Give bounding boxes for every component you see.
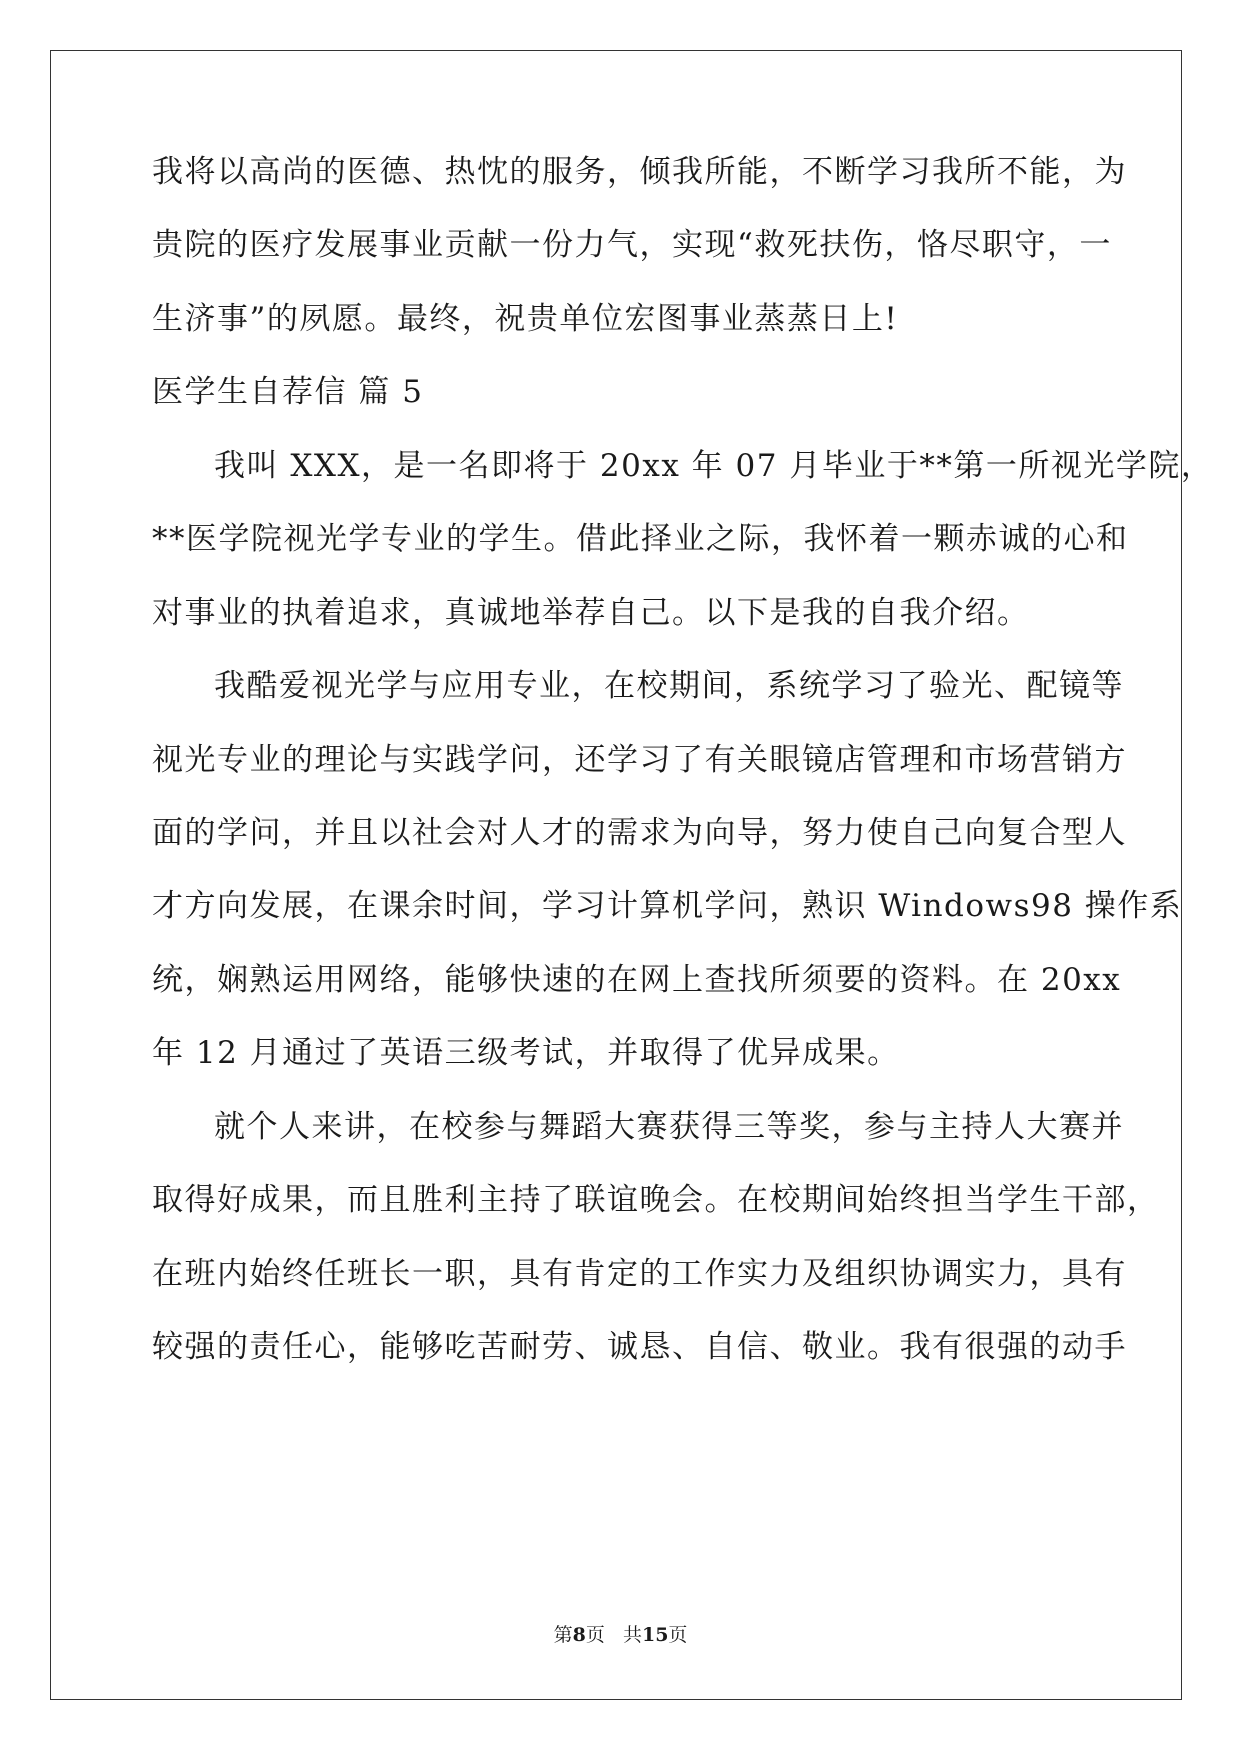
text-line: 统，娴熟运用网络，能够快速的在网上查找所须要的资料。在 20xx xyxy=(152,962,1122,998)
footer-prefix: 第 xyxy=(553,1624,573,1646)
current-page-number: 8 xyxy=(572,1624,586,1646)
text-line: 我叫 XXX，是一名即将于 20xx 年 07 月毕业于**第一所视光学院， xyxy=(214,448,1214,484)
page-border xyxy=(50,50,1182,1700)
text-line: 对事业的执着追求，真诚地举荐自己。以下是我的自我介绍。 xyxy=(152,595,1030,631)
text-line: 才方向发展，在课余时间，学习计算机学问，熟识 Windows98 操作系 xyxy=(152,888,1183,924)
text-line: 我将以高尚的医德、热忱的服务，倾我所能，不断学习我所不能，为 xyxy=(152,154,1127,190)
text-line: 较强的责任心，能够吃苦耐劳、诚恳、自信、敬业。我有很强的动手 xyxy=(152,1329,1127,1365)
text-line: 就个人来讲，在校参与舞蹈大赛获得三等奖，参与主持人大赛并 xyxy=(214,1109,1124,1145)
section-heading: 医学生自荐信 篇 5 xyxy=(152,374,424,410)
text-line: 在班内始终任班长一职，具有肯定的工作实力及组织协调实力，具有 xyxy=(152,1256,1127,1292)
text-line: 生济事”的夙愿。最终，祝贵单位宏图事业蒸蒸日上! xyxy=(152,301,899,337)
footer-page-suffix: 页 xyxy=(585,1624,605,1646)
page-footer xyxy=(0,1623,1241,1647)
footer-total-prefix: 共 xyxy=(622,1624,642,1646)
footer-total-suffix: 页 xyxy=(668,1624,688,1646)
text-line: **医学院视光学专业的学生。借此择业之际，我怀着一颗赤诚的心和 xyxy=(152,521,1129,557)
text-line: 视光专业的理论与实践学问，还学习了有关眼镜店管理和市场营销方 xyxy=(152,742,1127,778)
text-line: 取得好成果，而且胜利主持了联谊晚会。在校期间始终担当学生干部， xyxy=(152,1182,1160,1218)
total-page-count: 15 xyxy=(641,1624,669,1646)
text-line: 我酷爱视光学与应用专业，在校期间，系统学习了验光、配镜等 xyxy=(214,668,1124,704)
text-line: 面的学问，并且以社会对人才的需求为向导，努力使自己向复合型人 xyxy=(152,815,1127,851)
text-line: 贵院的医疗发展事业贡献一份力气，实现“救死扶伤，恪尽职守，一 xyxy=(152,227,1112,263)
text-line: 年 12 月通过了英语三级考试，并取得了优异成果。 xyxy=(152,1035,900,1071)
